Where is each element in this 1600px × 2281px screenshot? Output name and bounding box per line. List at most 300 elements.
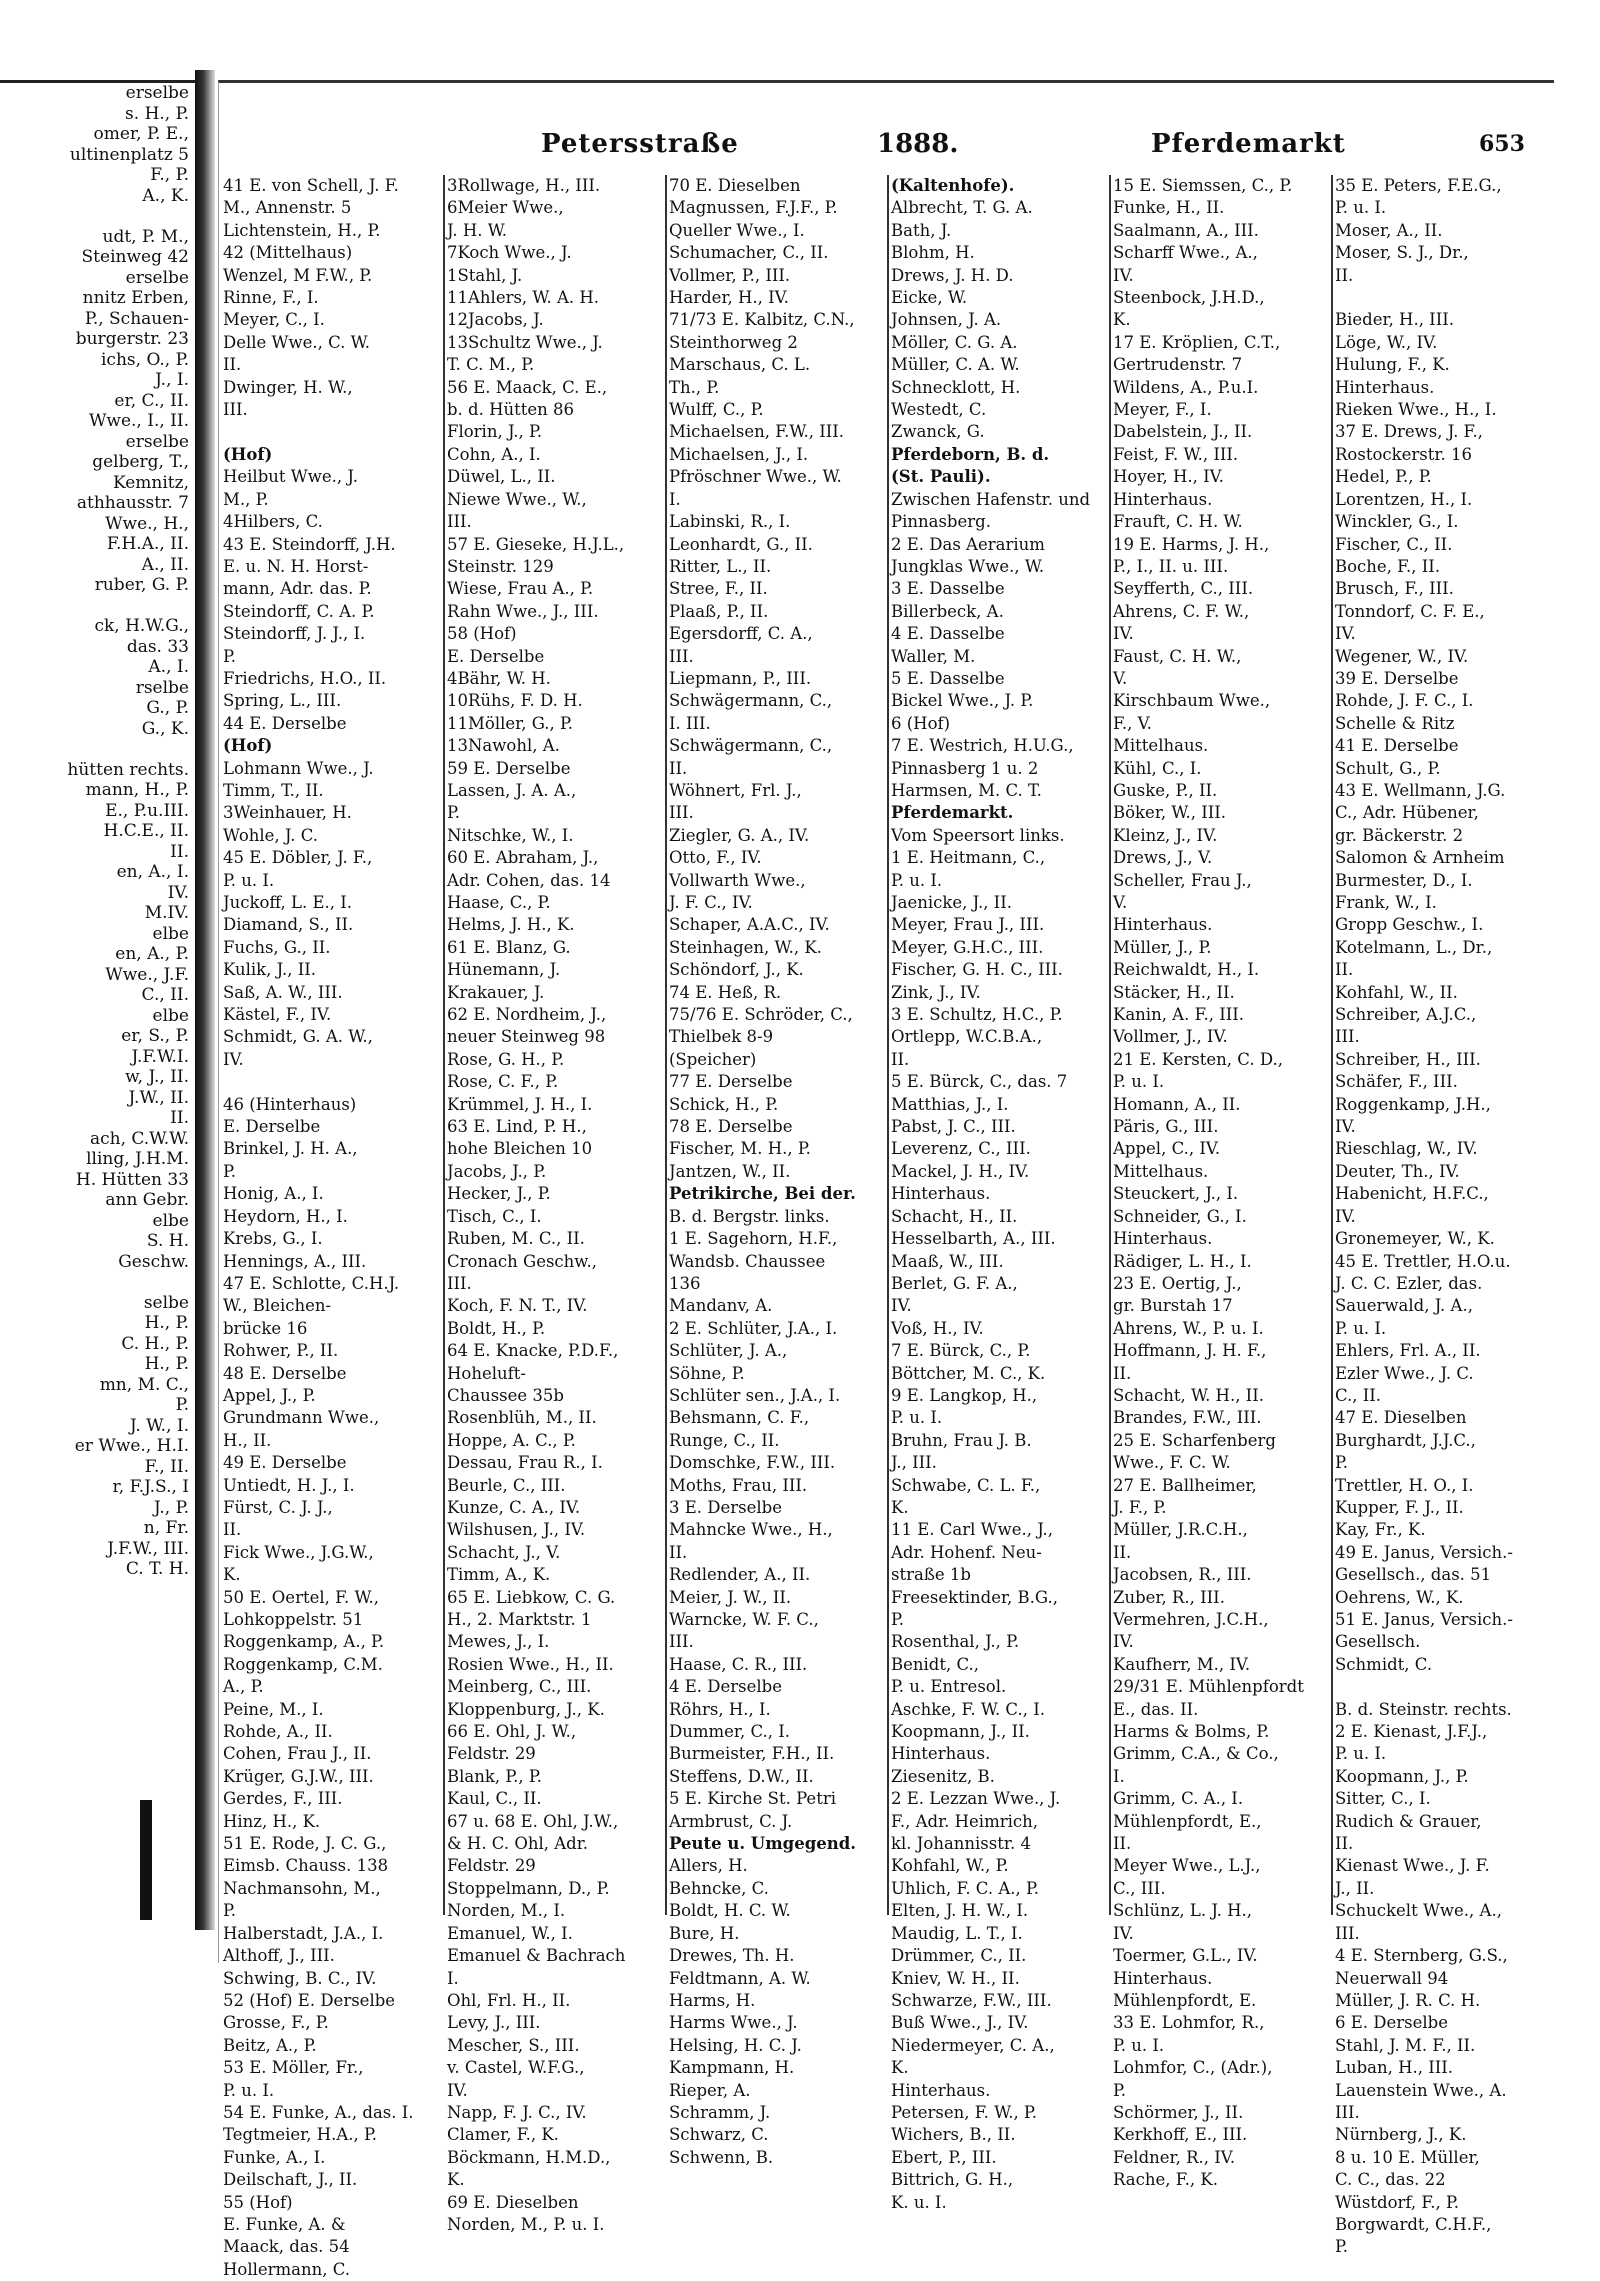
directory-entry: 2 E. Das Aerarium [891,534,1045,554]
directory-entry: Meinberg, C., III. [447,1677,592,1697]
directory-entry: Rohde, J. F. C., I. [1335,691,1474,711]
directory-entry: Ohl, Frl. H., II. [447,1990,571,2010]
directory-entry: E. Funke, A. & [223,2214,346,2234]
left-fragment-line: mann, H., P. [85,780,189,800]
directory-entry: 62 E. Nordheim, J., [447,1005,607,1025]
directory-entry: Meyer, Frau J., III. [891,915,1045,935]
left-fragment-line: selbe [143,1292,189,1313]
directory-entry: Wulff, C., P. [669,400,764,420]
directory-entry: Luban, H., III. [1335,2058,1454,2078]
directory-entry: Eimsb. Chauss. 138 [223,1856,389,1876]
directory-entry: Appel, C., IV. [1113,1139,1221,1159]
directory-entry: P. u. Entresol. [891,1677,1007,1697]
directory-entry: 39 E. Derselbe [1335,668,1459,688]
directory-entry: Napp, F. J. C., IV. [447,2102,587,2122]
directory-entry: Niewe Wwe., W., [447,489,587,509]
directory-entry: Magnussen, F.J.F., P. [669,198,838,218]
directory-entry: II. [223,1520,242,1540]
directory-entry: Schwarze, F.W., III. [891,1990,1052,2010]
directory-entry: Drümmer, C., II. [891,1946,1027,1966]
directory-entry: Trettler, H. O., I. [1335,1475,1474,1495]
directory-entry: Emanuel, W., I. [447,1923,573,1943]
directory-entry: Waller, M. [891,646,976,666]
directory-entry: Nachmansohn, M., [223,1878,381,1898]
directory-entry: K. u. I. [891,2192,947,2212]
directory-entry: Labinski, R., I. [669,512,791,532]
left-fragment-line: elbe [152,1210,189,1231]
directory-entry: Burghardt, J.J.C., [1335,1430,1476,1450]
directory-entry: Hoheluft- [447,1363,526,1383]
left-fragment-line: F.H.A., II. [106,534,189,554]
directory-entry: Schramm, J. [669,2102,771,2122]
directory-entry: Fürst, C. J. J., [223,1497,333,1517]
directory-entry: 3Rollwage, H., III. [447,176,601,195]
directory-entry: 41 E. Derselbe [1335,736,1459,756]
directory-entry: F., Adr. Heimrich, [891,1811,1039,1831]
directory-entry: J. C. C. Ezler, das. [1335,1273,1483,1293]
directory-entry: Cohn, A., I. [447,444,541,464]
directory-entry: Armbrust, C. J. [669,1811,793,1831]
left-fragment-line: das. 33 [126,636,189,657]
directory-entry: Pabst, J. C., III. [891,1117,1016,1137]
directory-entry: Florin, J., P. [447,422,543,442]
directory-entry: Fischer, M. H., P. [669,1139,811,1159]
directory-entry: Spring, L., III. [223,691,342,711]
directory-entry: Buß Wwe., J., IV. [891,2013,1029,2033]
directory-entry: 37 E. Drews, J. F., [1335,422,1483,442]
directory-entry: Reichwaldt, H., I. [1113,960,1260,980]
directory-entry: Plaaß, P., II. [669,601,769,621]
directory-entry: Pinnasberg. [891,512,991,532]
directory-entry: 1Stahl, J. [447,265,523,285]
left-fragment-line: M.IV. [144,903,189,923]
directory-entry: Schwägermann, C., [669,691,833,711]
directory-entry: II. [1113,1834,1132,1854]
directory-entry: Eicke, W. [891,288,968,308]
directory-entry: II. [1335,960,1354,980]
directory-entry: Gropp Geschw., I. [1335,915,1484,935]
directory-entry: gr. Bäckerstr. 2 [1335,825,1464,845]
directory-entry: 6Meier Wwe., [447,198,564,218]
directory-entry: IV. [1113,624,1134,644]
directory-entry: Mackel, J. H., IV. [891,1161,1030,1181]
directory-entry: 45 E. Döbler, J. F., [223,848,373,868]
directory-entry: B. d. Bergstr. links. [669,1206,830,1226]
directory-entry: Beurle, C., III. [447,1475,566,1495]
directory-entry: Freesektinder, B.G., [891,1587,1058,1607]
directory-entry: Funke, H., II. [1113,198,1225,218]
directory-entry: Burmester, D., I. [1335,870,1473,890]
directory-entry: II. [1113,1363,1132,1383]
directory-entry: Norden, M., I. [447,1901,566,1921]
directory-entry: Scheller, Frau J., [1113,870,1252,890]
directory-entry: Harms Wwe., J. [669,2013,798,2033]
directory-entry: B. d. Steinstr. rechts. [1335,1699,1512,1719]
directory-entry: 2 E. Lezzan Wwe., J. [891,1789,1061,1809]
directory-entry: & H. C. Ohl, Adr. [447,1834,589,1854]
directory-entry: 60 E. Abraham, J., [447,848,599,868]
directory-entry: Moser, S. J., Dr., [1335,243,1469,263]
directory-entry: Schnecklott, H. [891,377,1021,397]
directory-entry: Fischer, C., II. [1335,534,1453,554]
directory-entry: P. u. I. [1113,2035,1165,2055]
left-fragment-line: ach, C.W.W. [89,1128,189,1149]
header-year: 1888. [877,129,959,159]
directory-entry: Ahrens, C. F. W., [1113,601,1250,621]
directory-entry: Clamer, F., K. [447,2125,559,2145]
directory-entry: 12Jacobs, J. [447,310,544,330]
directory-entry: Schmidt, C. [1335,1654,1433,1674]
directory-entry: Müller, J. R. C. H. [1335,1990,1481,2010]
directory-entry: Gesellsch., das. 51 [1335,1565,1492,1585]
directory-entry: (Kaltenhofe). [891,176,1015,195]
left-fragment-line: P., Schauen- [84,308,189,329]
directory-entry: P. [447,803,461,823]
directory-entry: Johnsen, J. A. [891,310,1002,330]
directory-entry: Möller, C. G. A. [891,332,1018,352]
book-gutter [195,70,215,1930]
directory-entry: 3 E. Dasselbe [891,579,1005,599]
directory-entry: IV. [891,1296,912,1316]
left-fragment-line: A., II. [141,554,189,575]
directory-entry: I. [669,489,681,509]
left-fragment-line: II. [170,1108,189,1128]
directory-entry: Nürnberg, J., K. [1335,2125,1467,2145]
directory-entry: Steinhagen, W., K. [669,937,822,957]
directory-entry: 17 E. Kröplien, C.T., [1113,332,1281,352]
left-fragment-line: H., P. [144,1354,189,1374]
left-fragment-line: A., I. [148,657,189,677]
directory-entry: 13Nawohl, A. [447,736,560,756]
directory-entry: C., Adr. Hübener, [1335,803,1479,823]
directory-entry [1335,1676,1551,1698]
column-4 [891,175,1107,2212]
directory-entry: Helms, J. H., K. [447,915,575,935]
directory-entry: Kampmann, H. [669,2058,795,2078]
directory-entry: 7 E. Bürck, C., P. [891,1341,1031,1361]
left-fragment-line: athhausstr. 7 [76,493,189,513]
left-fragment-line: E., P.u.III. [105,800,189,821]
directory-entry: Guske, P., II. [1113,780,1218,800]
directory-entry: P. [223,646,237,666]
directory-entry: II. [223,355,242,375]
directory-entry: Schlüter sen., J.A., I. [669,1385,841,1405]
directory-entry: Rohwer, P., II. [223,1341,339,1361]
left-fragment-line: n, Fr. [143,1518,189,1538]
directory-entry: Hinterhaus. [1113,1229,1213,1249]
left-fragment-line: udt, P. M., [102,226,189,247]
directory-entry: P. [1335,2237,1349,2257]
directory-entry: Peute u. Umgegend. [669,1834,857,1854]
directory-entry: Niedermeyer, C. A., [891,2035,1055,2055]
directory-entry: Kirschbaum Wwe., [1113,691,1271,711]
column-rule [887,175,889,1915]
directory-entry: Schaper, A.A.C., IV. [669,915,830,935]
directory-entry: Lohkoppelstr. 51 [223,1610,364,1629]
directory-entry: Runge, C., II. [669,1430,780,1450]
directory-entry: Petrikirche, Bei der. [669,1184,856,1204]
left-fragment-line: Wwe., H., [105,513,189,534]
directory-entry: 1 E. Sagehorn, H.F., [669,1229,838,1249]
left-fragment-line: erselbe [125,431,189,452]
directory-entry: Grimm, C.A., & Co., [1113,1744,1279,1764]
directory-entry: Hinterhaus. [1113,915,1213,935]
directory-entry: (St. Pauli). [891,467,991,487]
directory-entry: Th., P. [669,377,720,397]
directory-entry [223,421,441,443]
directory-entry: Böttcher, M. C., K. [891,1363,1046,1383]
directory-entry: Maack, das. 54 [223,2237,350,2257]
directory-entry: Wenzel, M F.W., P. [223,265,373,285]
left-fragment-line: J., P. [153,1497,189,1518]
directory-entry: Winckler, G., I. [1335,512,1459,532]
directory-entry: Liepmann, P., III. [669,668,812,688]
directory-entry: Ehlers, Frl. A., II. [1335,1341,1481,1361]
directory-entry: 49 E. Janus, Versich.- [1335,1542,1513,1562]
directory-entry: P. [1335,1453,1349,1473]
left-fragment-line: P. [175,1395,189,1415]
directory-entry: III. [447,512,472,532]
directory-entry: Drewes, Th. H. [669,1946,795,1966]
directory-entry: 5 E. Dasselbe [891,668,1005,688]
directory-entry: Michaelsen, F.W., III. [669,422,844,442]
directory-entry: kl. Johannisstr. 4 [891,1834,1031,1854]
left-fragment-line: erselbe [125,83,189,103]
directory-entry: Albrecht, T. G. A. [891,198,1033,218]
left-fragment-line: hütten rechts. [67,759,189,780]
directory-entry: Dwinger, H. W., [223,377,353,397]
directory-entry: Boldt, H. C. W. [669,1901,791,1921]
left-fragment-line: J.F.W.I. [131,1046,189,1067]
directory-entry: Düwel, L., II. [447,467,556,487]
directory-entry: 4 E. Dasselbe [891,624,1005,644]
directory-entry: Kaufherr, M., IV. [1113,1654,1251,1674]
directory-entry: P. u. I. [1335,1318,1387,1338]
directory-entry: II. [669,1542,688,1562]
directory-entry: Böker, W., III. [1113,803,1226,823]
directory-entry: 11Ahlers, W. A. H. [447,288,600,308]
directory-entry: Brandes, F.W., III. [1113,1408,1262,1428]
directory-entry: Saß, A. W., III. [223,982,343,1002]
directory-entry: 61 E. Blanz, G. [447,937,571,957]
directory-entry: Timm, T., II. [223,780,324,800]
directory-entry: Böckmann, H.M.D., [447,2147,611,2167]
directory-entry: II. [1335,1834,1354,1854]
directory-entry: Steindorff, C. A. P. [223,601,375,621]
directory-entry: Dessau, Frau R., I. [447,1453,603,1473]
directory-entry: Drews, J., V. [1113,848,1213,868]
directory-entry: Delle Wwe., C. W. [223,332,370,352]
column-rule [1109,175,1111,1915]
directory-entry: Rache, F., K. [1113,2170,1218,2190]
directory-entry: Schwägermann, C., [669,736,833,756]
directory-entry: Emanuel & Bachrach [447,1946,626,1966]
directory-entry: II. [669,758,688,778]
directory-entry: Stäcker, H., II. [1113,982,1235,1002]
directory-entry: IV. [1113,1923,1134,1943]
directory-entry: Adr. Cohen, das. 14 [447,870,611,890]
left-fragment-line: elbe [152,923,189,944]
directory-entry: neuer Steinweg 98 [447,1027,606,1047]
directory-entry: Schumacher, C., II. [669,243,829,263]
directory-entry: Wildens, A., P.u.I. [1113,377,1259,397]
directory-entry: 11 E. Carl Wwe., J., [891,1520,1054,1540]
directory-entry: Salomon & Arnheim [1335,848,1505,868]
directory-entry: Rieper, A. [669,2080,751,2100]
directory-entry: Boldt, H., P. [447,1318,546,1338]
directory-entry: 54 E. Funke, A., das. I. [223,2102,414,2122]
directory-entry: Schreiber, H., III. [1335,1049,1481,1069]
directory-entry: Kohfahl, W., P. [891,1856,1009,1876]
directory-entry: Schacht, J., V. [447,1542,561,1562]
left-fragment-line: II. [170,841,189,862]
directory-entry: Steinstr. 129 [447,556,554,576]
directory-entry: Vollwarth Wwe., [669,870,806,890]
directory-entry: Juckoff, L. E., I. [223,893,353,912]
directory-entry: Schacht, W. H., II. [1113,1385,1264,1405]
directory-entry: Pferdemarkt. [891,803,1014,823]
directory-entry: Tegtmeier, H.A., P. [223,2125,377,2145]
directory-entry: 70 E. Dieselben [669,176,801,195]
directory-entry: Hinterhaus. [891,2080,991,2100]
directory-entry: Vermehren, J.C.H., [1113,1610,1269,1629]
directory-entry: J. H. W. [447,220,508,240]
directory-entry: Voß, H., IV. [891,1318,984,1338]
directory-entry: Rosien Wwe., H., II. [447,1654,614,1674]
directory-entry: Ritter, L., II. [669,556,772,576]
directory-entry: Kaul, C., II. [447,1789,542,1809]
scan-margin-right [1554,80,1600,1960]
directory-entry: Hinz, H., K. [223,1811,321,1831]
directory-entry: Burmeister, F.H., II. [669,1744,835,1764]
directory-entry: Rose, G. H., P. [447,1049,565,1069]
directory-entry: J., II. [1335,1878,1375,1898]
directory-entry: Lassen, J. A. A., [447,780,577,800]
directory-entry: Rieschlag, W., IV. [1335,1139,1478,1159]
directory-entry: Borgwardt, C.H.F., [1335,2214,1492,2234]
directory-entry: 58 (Hof) [447,624,517,644]
directory-entry: P. [223,1161,237,1181]
directory-entry: 9 E. Langkop, H., [891,1385,1038,1405]
directory-entry: Schöndorf, J., K. [669,960,804,980]
directory-entry: Hennings, A., III. [223,1251,367,1271]
directory-entry: Hoyer, H., IV. [1113,467,1224,487]
directory-entry: Berlet, G. F. A., [891,1273,1018,1293]
left-fragment-line: ck, H.W.G., [94,616,189,636]
directory-entry: Uhlich, F. C. A., P. [891,1878,1039,1898]
directory-entry: Grosse, F., P. [223,2013,329,2033]
left-fragment-line: en, A., P. [115,944,189,964]
directory-entry: Bruhn, Frau J. B. [891,1430,1032,1450]
directory-entry: Schwarz, C. [669,2125,769,2145]
directory-entry: Kunze, C. A., IV. [447,1497,581,1517]
directory-entry: P., I., II. u. III. [1113,556,1229,576]
directory-entry: Feist, F. W., III. [1113,444,1239,464]
directory-entry: Benidt, C., [891,1654,980,1674]
directory-entry: Vollmer, P., III. [669,265,791,285]
column-rule [443,175,445,1915]
directory-entry: 4Bähr, W. H. [447,668,551,688]
directory-entry: Fick Wwe., J.G.W., [223,1542,374,1562]
directory-entry: Kniev, W. H., II. [891,1968,1020,1988]
directory-entry: III. [669,1632,694,1652]
directory-entry: Heydorn, H., I. [223,1206,348,1226]
directory-entry: III. [447,1273,472,1293]
scan-margin-top [0,0,1600,70]
directory-entry: Kulik, J., II. [223,960,316,980]
directory-page [218,80,1555,2279]
directory-entry: Stree, F., II. [669,579,768,599]
directory-entry: Frank, W., I. [1335,893,1437,912]
directory-entry: Grimm, C. A., I. [1113,1789,1244,1809]
directory-entry: Kay, Fr., K. [1335,1520,1426,1540]
directory-entry: Feldner, R., IV. [1113,2147,1236,2167]
directory-entry: Mühlenpfordt, E. [1113,1990,1257,2010]
directory-entry: Harms, H. [669,1990,756,2010]
directory-entry: Behncke, C. [669,1878,769,1898]
directory-entry: 47 E. Dieselben [1335,1408,1467,1428]
directory-entry: Wandsb. Chaussee [669,1251,826,1271]
directory-entry: V. [1113,668,1128,688]
directory-entry: Hinterhaus. [891,1744,991,1764]
column-5 [1113,175,1329,2190]
directory-entry [1335,287,1551,309]
directory-entry: Mescher, S., III. [447,2035,580,2055]
directory-entry: Untiedt, H. J., I. [223,1475,355,1495]
directory-entry: Mewes, J., I. [447,1632,550,1652]
directory-entry: A., P. [223,1677,264,1697]
directory-entry: 69 E. Dieselben [447,2192,579,2212]
left-fragment-line: s. H., P. [125,103,189,124]
directory-entry: Petersen, F. W., P. [891,2102,1037,2122]
directory-entry: Schwenn, B. [669,2147,774,2167]
directory-entry: Faust, C. H. W., [1113,646,1242,666]
directory-entry: M., Annenstr. 5 [223,198,352,218]
directory-entry: Jantzen, W., II. [669,1161,791,1181]
directory-entry: 2 E. Schlüter, J.A., I. [669,1318,838,1338]
directory-entry: Wichers, B., II. [891,2125,1016,2145]
directory-entry: Elten, J. H. W., I. [891,1901,1029,1921]
directory-entry: Hünemann, J. [447,960,561,980]
directory-entry: Meyer, G.H.C., III. [891,937,1044,957]
directory-entry: Steuckert, J., I. [1113,1184,1239,1204]
directory-entry: brücke 16 [223,1318,308,1338]
directory-entry: Schacht, H., II. [891,1206,1018,1226]
directory-entry: III. [1335,2102,1360,2122]
directory-entry: Neuerwall 94 [1335,1968,1449,1988]
directory-entry: J. F. C., IV. [669,893,753,912]
directory-entry: IV. [1335,624,1356,644]
directory-entry: 3 E. Schultz, H.C., P. [891,1005,1063,1025]
directory-entry: Röhrs, H., I. [669,1699,771,1719]
directory-entry: Kleinz, J., IV. [1113,825,1218,845]
directory-entry: Kotelmann, L., Dr., [1335,937,1493,957]
left-fragment-line: ruber, G. P. [94,575,189,595]
directory-entry: 6 (Hof) [891,713,951,733]
directory-entry: 55 (Hof) [223,2192,293,2212]
left-fragment-line: er Wwe., H.I. [74,1436,189,1456]
directory-entry: Stahl, J. M. F., II. [1335,2035,1476,2055]
directory-entry: Mittelhaus. [1113,1161,1209,1181]
directory-entry: Halberstadt, J.A., I. [223,1923,384,1943]
directory-entry: Hollermann, C. [223,2259,351,2279]
directory-entry: Chaussee 35b [447,1385,564,1405]
directory-entry: 3Weinhauer, H. [223,803,352,823]
directory-entry: Rinne, F., I. [223,288,319,308]
directory-entry: Behsmann, C. F., [669,1408,810,1428]
directory-entry: E. Derselbe [447,646,545,666]
directory-entry: P. u. I. [1335,198,1387,218]
